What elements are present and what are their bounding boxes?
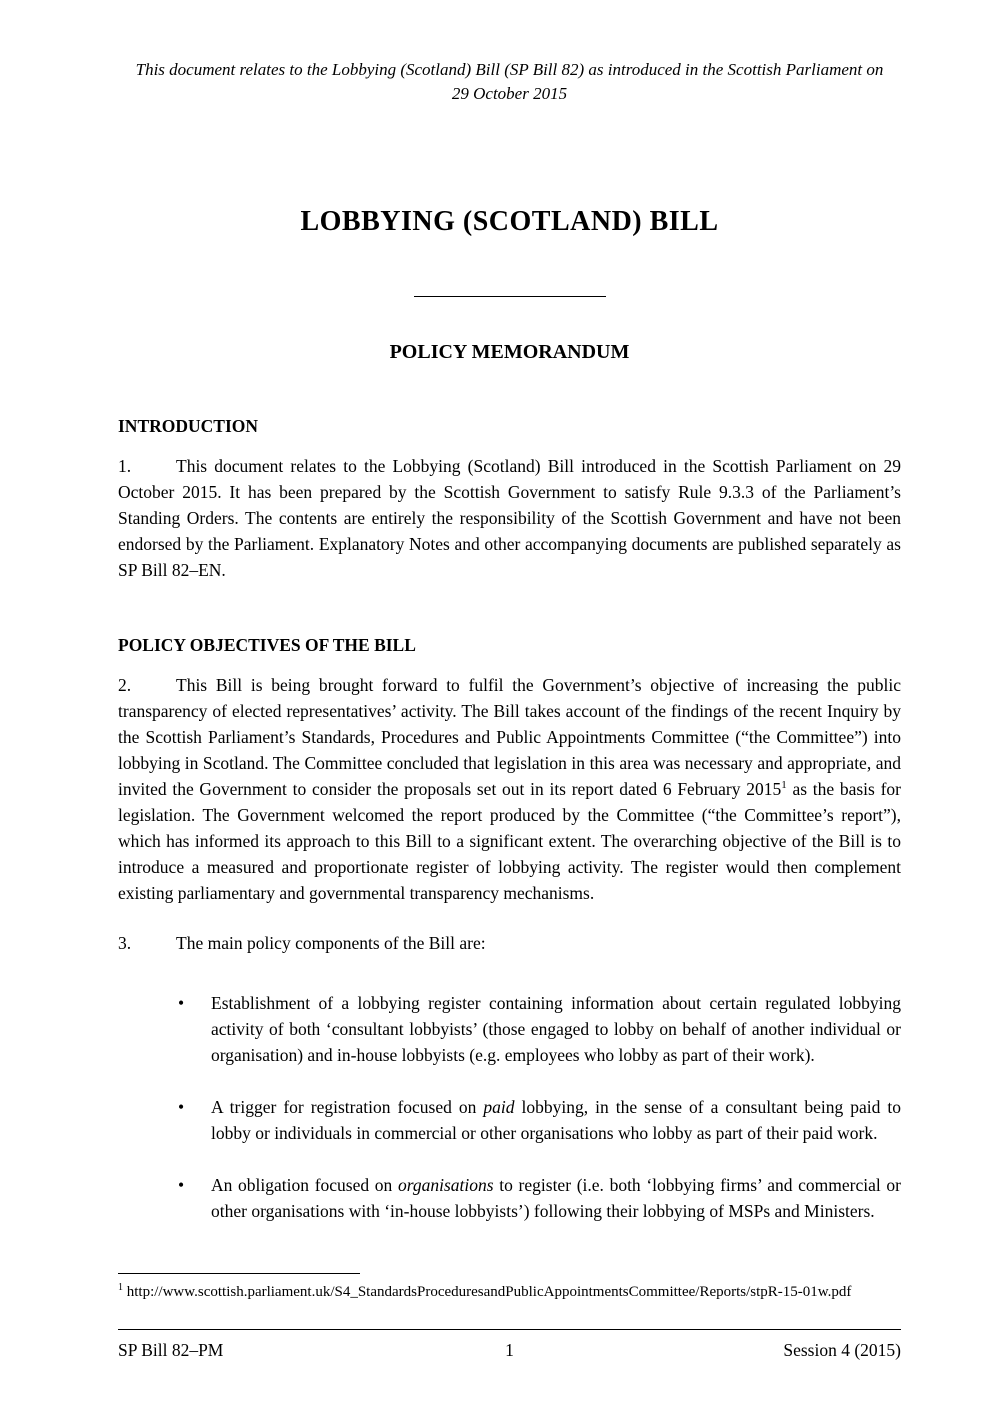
footnote-area [118, 1273, 901, 1303]
document-header-note: This document relates to the Lobbying (Scotland) Bill (SP Bill 82) as introduced in the Scottish Parliament on 29 October 2015 [135, 60, 884, 103]
document-subtitle: POLICY MEMORANDUM [389, 341, 630, 363]
list-item [118, 990, 901, 1068]
paragraph-3-number: 3. [118, 933, 132, 953]
list-item-text: An obligation focused on [211, 1175, 398, 1195]
section-heading-introduction: INTRODUCTION [118, 416, 259, 436]
policy-components-list [118, 964, 901, 1224]
paragraph-1-text: This document relates to the Lobbying (Scotland) Bill introduced in the Scottish Parliament on 29 October 2015. It has been prepared by the Scottish Government to satisfy Rule 9.3.3 of the Parliament’s Standing Orders. The contents are entirely the responsibility of the Scottish Government and have not been endorsed by the Parliament. Explanatory Notes and other accompanying documents are published separately as SP Bill 82–EN. [118, 456, 901, 580]
paragraph-2 [118, 672, 901, 906]
document-title: LOBBYING (SCOTLAND) BILL [300, 206, 719, 237]
list-item [118, 1094, 901, 1146]
paragraph-3-text: The main policy components of the Bill are: [176, 933, 486, 953]
title-divider-rule [414, 296, 606, 297]
paragraph-2-text-after-footnote: as the basis for legislation. The Government welcomed the report produced by the Committee (“the Committee’s report”), which has informed its approach to this Bill to a significant extent. The overarching objective of the Bill is to introduce a measured and proportionate register of lobbying activity. The register would then complement existing parliamentary and governmental transparency mechanisms. [118, 779, 901, 903]
page-footer [118, 1329, 901, 1361]
footer-session-label: Session 4 (2015) [783, 1340, 901, 1360]
list-item-text: Establishment of a lobbying register containing information about certain regulated lobbying activity of both ‘consultant lobbyists’ (those engaged to lobby on behalf of another individual or organisation) and in-house lobbyists (e.g. employees who lobby as part of their work). [211, 993, 901, 1065]
paragraph-2-text-before-footnote: This Bill is being brought forward to fulfil the Government’s objective of increasing the public transparency of elected representatives’ activity. The Bill takes account of the findings of the recent Inquiry by the Scottish Parliament’s Standards, Procedures and Public Appointments Committee (“the Committee”) into lobbying in Scotland. The Committee concluded that legislation in this area was necessary and appropriate, and invited the Government to consider the proposals set out in its report dated 6 February 2015 [118, 675, 901, 799]
section-heading-policy-objectives: POLICY OBJECTIVES OF THE BILL [118, 635, 416, 655]
bullet-icon: • [178, 1175, 185, 1195]
paragraph-2-number: 2. [118, 675, 132, 695]
paragraph-3 [118, 930, 901, 956]
paragraph-1 [118, 453, 901, 583]
footnote-1 [118, 1282, 901, 1303]
footer-bill-reference: SP Bill 82–PM [118, 1340, 224, 1360]
footnote-reference-1: 1 [781, 779, 787, 792]
bullet-icon: • [178, 993, 185, 1013]
footnote-separator-rule [118, 1273, 360, 1274]
list-item-text-after: lobbying, in the sense of a consultant being paid to lobby or individuals in commercial or other organisations who lobby as part of their paid work. [211, 1097, 901, 1143]
footnote-1-number: 1 [118, 1282, 123, 1293]
list-item [118, 1172, 901, 1224]
footnote-1-url: http://www.scottish.parliament.uk/S4_StandardsProceduresandPublicAppointmentsCommittee/Reports/stpR-15-01w.pdf [123, 1284, 852, 1300]
list-item-text-after: to register (i.e. both ‘lobbying firms’ and commercial or other organisations with ‘in-house lobbyists’) following their lobbying of MSPs and Ministers. [211, 1175, 901, 1221]
list-item-text: A trigger for registration focused on [211, 1097, 484, 1117]
bullet-icon: • [178, 1097, 185, 1117]
list-item-emphasis: organisations [397, 1175, 494, 1195]
footer-page-number: 1 [505, 1340, 514, 1360]
paragraph-1-number: 1. [118, 456, 132, 476]
list-item-emphasis: paid [483, 1097, 515, 1117]
